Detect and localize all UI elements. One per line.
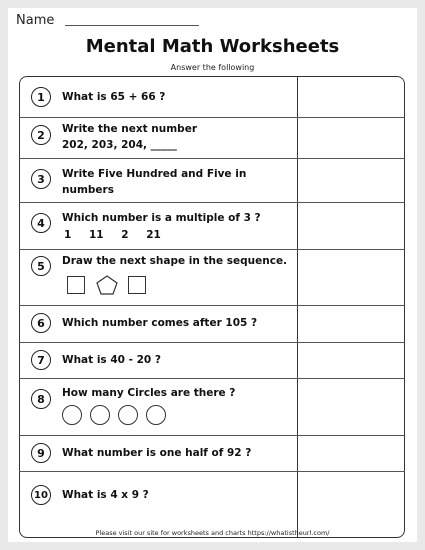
circle-shape — [90, 405, 110, 425]
question-3-text: Write Five Hundred and Five in numbers — [62, 168, 247, 196]
question-number-3: 3 — [31, 169, 51, 189]
option: 21 — [146, 229, 161, 241]
circle-shape — [62, 405, 82, 425]
circle-shape — [146, 405, 166, 425]
square-shape — [67, 276, 85, 294]
answer-cell-3[interactable] — [298, 159, 404, 202]
option: 11 — [88, 229, 104, 241]
answer-cell-5[interactable] — [298, 250, 404, 305]
question-8-text: How many Circles are there ? — [62, 387, 236, 399]
answer-cell-7[interactable] — [298, 343, 404, 378]
answer-cell-4[interactable] — [298, 203, 404, 249]
question-6-text: Which number comes after 105 ? — [62, 317, 258, 329]
name-label: Name — [16, 13, 55, 28]
pentagon-shape — [96, 275, 118, 295]
answer-cell-9[interactable] — [298, 436, 404, 471]
option: 2 — [121, 229, 129, 241]
answer-cell-2[interactable] — [298, 118, 404, 158]
question-number-5: 5 — [31, 256, 51, 276]
question-4-text: Which number is a multiple of 3 ? — [62, 212, 261, 224]
question-4-options — [64, 229, 175, 241]
circle-shape — [118, 405, 138, 425]
question-number-2: 2 — [31, 125, 51, 145]
page-title: Mental Math Worksheets — [85, 36, 340, 57]
question-number-10: 10 — [31, 485, 51, 505]
question-7-text: What is 40 - 20 ? — [62, 354, 161, 366]
question-2-sequence: 202, 203, 204, _____ — [62, 139, 177, 151]
square-shape — [128, 276, 146, 294]
answer-cell-1[interactable] — [298, 77, 404, 117]
question-9-text: What number is one half of 92 ? — [62, 447, 252, 459]
question-5-text: Draw the next shape in the sequence. — [62, 255, 288, 267]
question-number-8: 8 — [31, 389, 51, 409]
question-2-text: Write the next number — [62, 123, 197, 135]
footer-note: Please visit our site for worksheets and charts https://whatistheurl.com/ — [95, 529, 330, 537]
name-field[interactable] — [65, 25, 199, 26]
page-subtitle: Answer the following — [170, 63, 255, 72]
answer-cell-10[interactable] — [298, 472, 404, 536]
question-number-9: 9 — [31, 443, 51, 463]
question-10-text: What is 4 x 9 ? — [62, 489, 149, 501]
question-number-1: 1 — [31, 87, 51, 107]
answer-cell-8[interactable] — [298, 379, 404, 435]
question-number-4: 4 — [31, 213, 51, 233]
question-number-7: 7 — [31, 350, 51, 370]
question-1-text: What is 65 + 66 ? — [62, 91, 166, 103]
question-number-6: 6 — [31, 313, 51, 333]
option: 1 — [64, 229, 72, 241]
answer-cell-6[interactable] — [298, 306, 404, 342]
